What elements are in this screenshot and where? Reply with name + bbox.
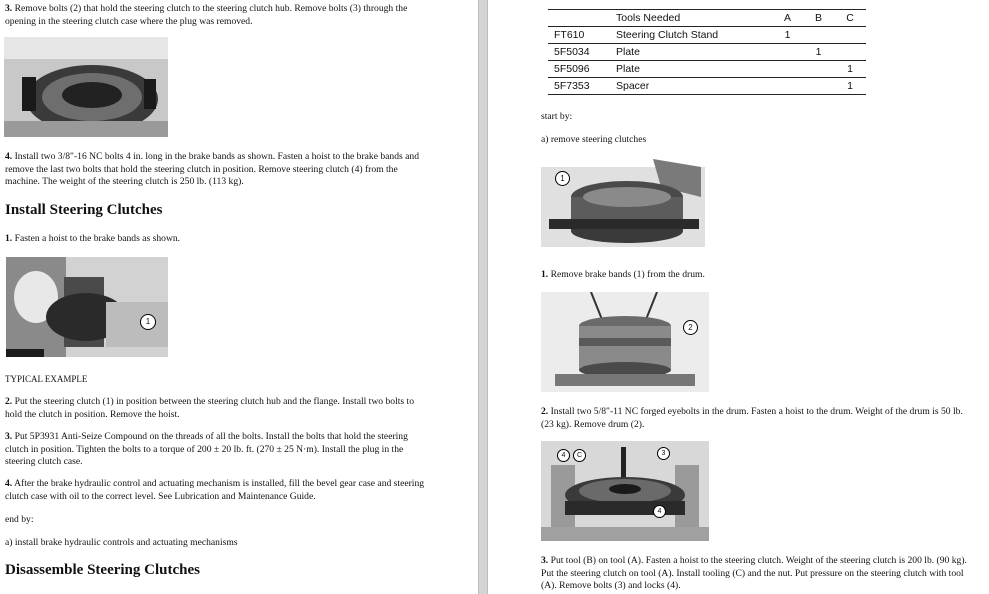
step-4-install-bolts: 4. Install two 3/8"-16 NC bolts 4 in. long in the brake bands as shown. Fasten a hoist to the brake bands and remove the last two bolts that hold the steering clutch in position. Remove steering clutch (4) from the machine. The weight of the steering clutch is 250 lb. (113 kg). (5, 151, 420, 187)
disassemble-steering-clutches-heading: Disassemble Steering Clutches (5, 562, 200, 578)
typical-example-caption: TYPICAL EXAMPLE (5, 374, 88, 384)
install-step-4: 4. After the brake hydraulic control and actuating mechanism is installed, fill the bevel gear case and steering clutch case with oil to the correct level. See Lubrication and Maintenance Guide. (5, 478, 425, 502)
disassemble-step-2: 2. Install two 5/8"-11 NC forged eyebolts in the drum. Fasten a hoist to the drum. Weight of the drum is 50 lb. (23 kg). Remove drum (2). (541, 406, 963, 430)
clutch-on-tool-photo (541, 441, 709, 541)
hoist-brake-bands-photo (6, 257, 168, 357)
clutch-bolts-photo (4, 37, 168, 137)
tools-table-header (548, 10, 866, 27)
install-steering-clutches-heading: Install Steering Clutches (5, 202, 163, 218)
header-b: B (803, 10, 834, 27)
start-by-label: start by: (541, 111, 573, 122)
page-gutter (478, 0, 488, 594)
table-row: FT610 Steering Clutch Stand 1 (548, 27, 866, 44)
right-manual-page (488, 0, 989, 594)
callout-4-lower: 4 (653, 505, 666, 518)
disassemble-step-3: 3. Put tool (B) on tool (A). Fasten a hoist to the steering clutch. Weight of the steering clutch is 200 lb. (90 kg). Put the steering clutch on tool (A). Install tooling (C) and the nut. Put pressure on the steering clutch with tool (A). Remove bolts (3) and locks (4). (541, 555, 967, 591)
start-by-item: a) remove steering clutches (541, 134, 647, 145)
install-step-1: 1. Fasten a hoist to the brake bands as shown. (5, 233, 181, 244)
left-manual-page (0, 0, 478, 594)
disassemble-step-1: 1. Remove brake bands (1) from the drum. (541, 269, 705, 280)
end-by-item: a) install brake hydraulic controls and actuating mechanisms (5, 537, 238, 548)
install-step-2: 2. Put the steering clutch (1) in position between the steering clutch hub and the flange. Install two bolts to hold the clutch in position. Remove the hoist. (5, 396, 414, 420)
header-c: C (834, 10, 866, 27)
table-row: 5F5096 Plate 1 (548, 61, 866, 78)
header-a: A (772, 10, 803, 27)
callout-2: 2 (683, 320, 698, 335)
header-part-number (548, 10, 610, 27)
callout-1: 1 (140, 314, 156, 330)
install-step-3: 3. Put 5P3931 Anti-Seize Compound on the threads of all the bolts. Install the bolts that hold the steering clutch in position. Tighten the bolts to a torque of 200 ± 20 lb. ft. (270 ± 25 N·m). Install the plug in the steering clutch case. (5, 431, 408, 467)
step-3-remove-bolts: 3. Remove bolts (2) that hold the steering clutch to the steering clutch hub. Remove bolts (3) through the opening in the steering clutch case where the plug was removed. (5, 3, 408, 27)
drum-eyebolts-photo (541, 292, 709, 392)
tools-needed-table (548, 9, 866, 95)
callout-4: 4 (557, 449, 570, 462)
callout-c: C (573, 449, 586, 462)
callout-3: 3 (657, 447, 670, 460)
table-row: 5F7353 Spacer 1 (548, 78, 866, 95)
callout-1: 1 (555, 171, 570, 186)
table-row: 5F5034 Plate 1 (548, 44, 866, 61)
end-by-label: end by: (5, 514, 34, 525)
brake-bands-drum-photo (541, 157, 705, 257)
header-tools-needed: Tools Needed (610, 10, 772, 27)
